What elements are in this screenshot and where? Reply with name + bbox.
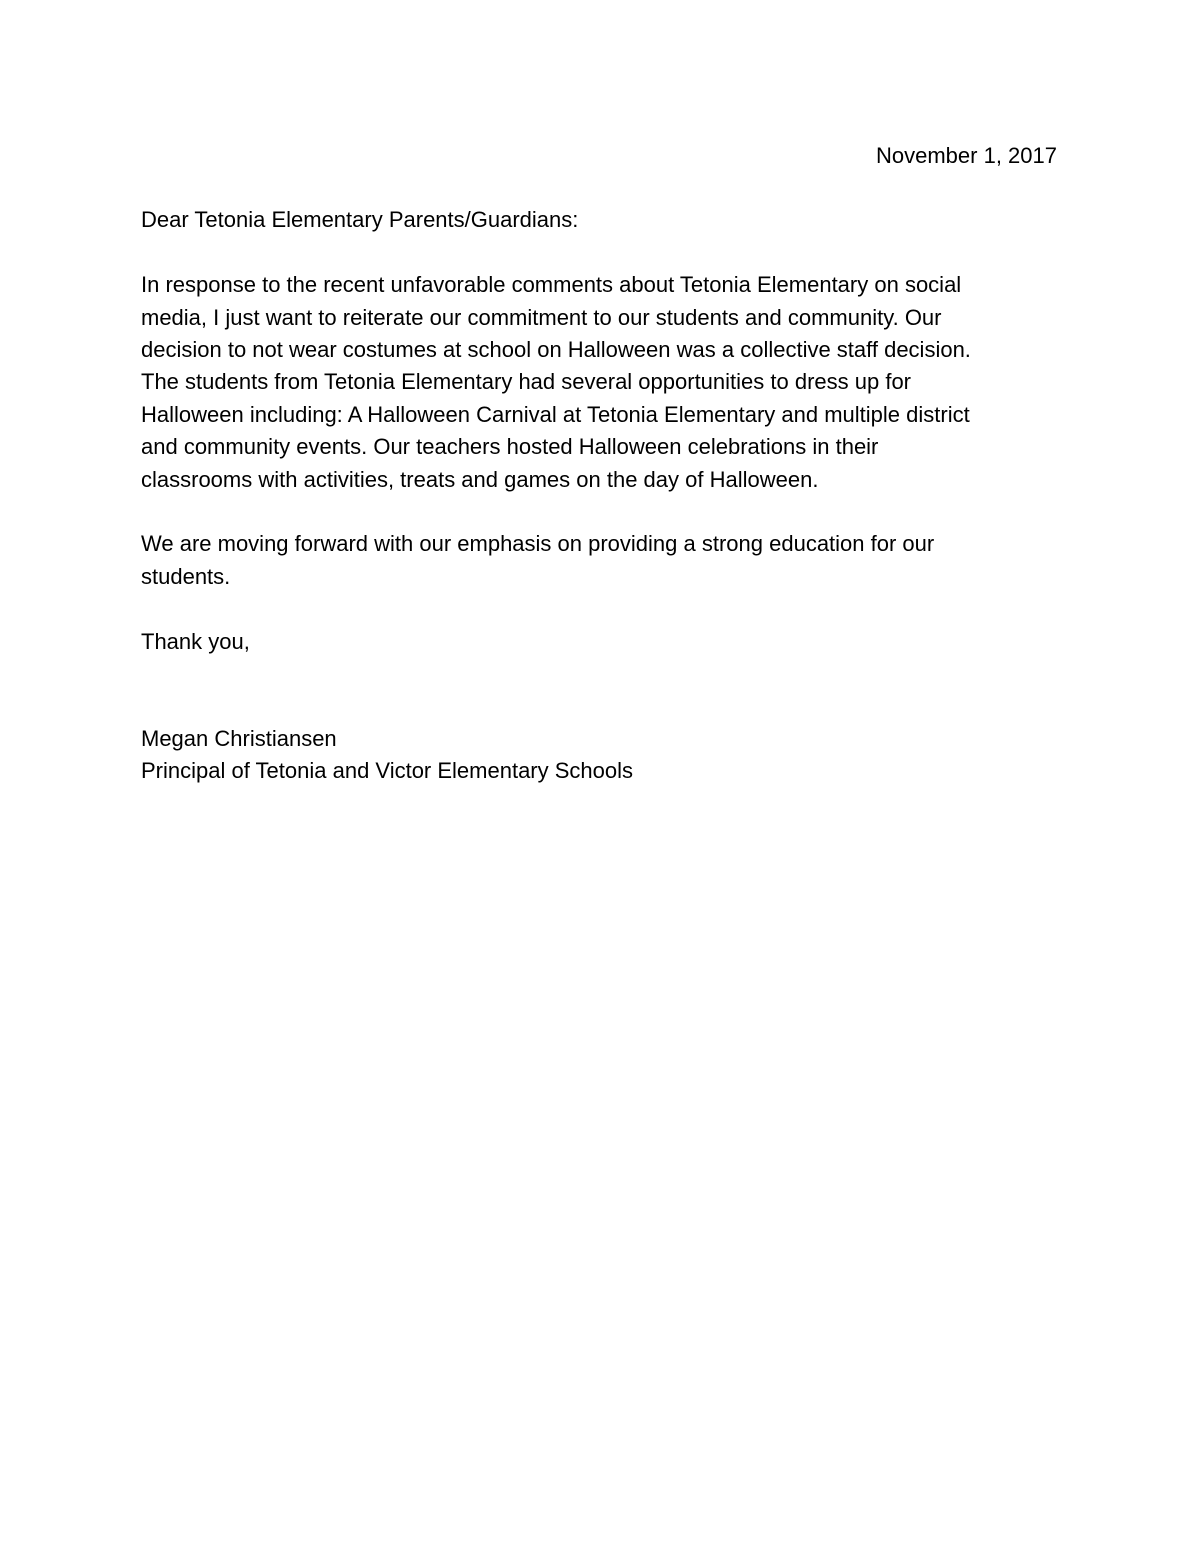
letter-body [141, 140, 1057, 788]
paragraph-response [141, 269, 1046, 496]
paragraph-line: decision to not wear costumes at school on Halloween was a collective staff decision. [141, 337, 971, 363]
letter-salutation: Dear Tetonia Elementary Parents/Guardians: [141, 207, 579, 233]
paragraph-line: In response to the recent unfavorable comments about Tetonia Elementary on social [141, 272, 962, 298]
letter-closing: Thank you, [141, 628, 250, 654]
letter-date: November 1, 2017 [876, 143, 1057, 168]
paragraph-line: Halloween including: A Halloween Carnival at Tetonia Elementary and multiple district [141, 401, 970, 427]
paragraph-line: The students from Tetonia Elementary had several opportunities to dress up for [141, 369, 912, 395]
paragraph-line: media, I just want to reiterate our commitment to our students and community. Our [141, 304, 942, 330]
paragraph-moving-forward [141, 528, 1046, 593]
signature-block [141, 723, 1046, 788]
paragraph-line: classrooms with activities, treats and games on the day of Halloween. [141, 466, 819, 492]
signer-name: Megan Christiansen [141, 725, 337, 751]
paragraph-line: students. [141, 563, 231, 589]
signer-title: Principal of Tetonia and Victor Elementary Schools [141, 758, 634, 784]
paragraph-line: and community events. Our teachers hosted Halloween celebrations in their [141, 434, 879, 460]
paragraph-line: We are moving forward with our emphasis on providing a strong education for our [141, 531, 935, 557]
